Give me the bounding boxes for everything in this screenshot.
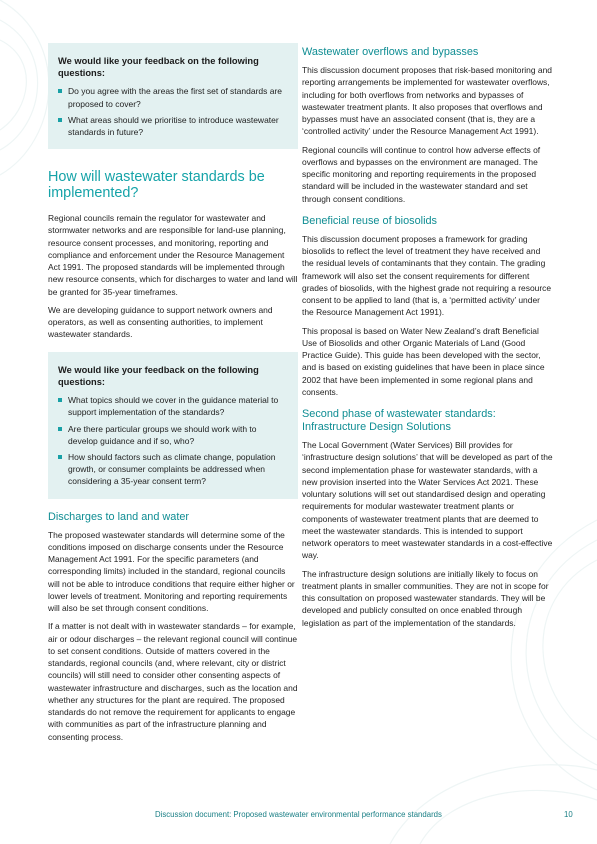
bullet-square-icon xyxy=(58,118,62,122)
paragraph: Regional councils remain the regulator for wastewater and stormwater networks and are responsible for land-use planning, resource consent processes, and monitoring, reporting and compliance and enforcement under the Resource Management Act 1991. The proposed standards will be implemented through new resource consents, which for discharges to water and land will be granted for 35-year timeframes. xyxy=(48,213,298,297)
section-heading-biosolids: Beneficial reuse of biosolids xyxy=(302,214,438,227)
paragraph: We are developing guidance to support network owners and operators, as well as consenting authorities, to implement wastewater standards. xyxy=(48,304,273,340)
feedback-box-title: We would like your feedback on the following questions: xyxy=(58,364,259,387)
section-heading-second-phase: Second phase of wastewater standards: Infrastructure Design Solutions xyxy=(302,408,496,433)
section-heading-implemented: How will wastewater standards be implemented? xyxy=(48,169,265,202)
paragraph: If a matter is not dealt with in wastewater standards – for example, air or odour discharges – the relevant regional council will continue to set consent conditions. Outside of matters covered in the standards, regional councils (and, where relevant, city or district councils) will still need to consider other consenting aspects of wastewater infrastructure and discharges, such as the location and whether any structures for the plant are required. The proposed standards do not remove the requirement for applicants to engage with communities as part of the infrastructure planning and consenting process. xyxy=(48,621,298,742)
page-number: 10 xyxy=(564,810,573,819)
paragraph: This discussion document proposes a framework for grading biosolids to reflect the level of treatment they have received and the residual levels of contaminants that they contain. The grading framework will also set the consent requirements for different grades of biosolids, with the highest grade not requiring a resource consent to be applied to land (that is, a ‘permitted activity’ under the Resource Management Act 1991). xyxy=(302,233,552,318)
section-heading-overflows: Wastewater overflows and bypasses xyxy=(302,46,479,58)
paragraph: This discussion document proposes that risk-based monitoring and reporting arrangements be implemented for wastewater overflows, including for both overflows from networks and bypasses of wastewater treatment plants. It also proposes that overflows and bypasses must have an associated consent (that is, they are a ‘controlled activity’ under the Resource Management Act 1991). xyxy=(302,65,552,137)
paragraph: This proposal is based on Water New Zealand’s draft Beneficial Use of Biosolids and other Organic Materials of Land (Good Practice Guide). This guide has been developed with the sector, and is based on existing guidelines that have been in place since 2002 that have been implemented in some regional plans and consents. xyxy=(302,325,545,397)
feedback-question-list xyxy=(58,85,288,138)
feedback-question: What topics should we cover in the guidance material to support implementation of the standards? xyxy=(58,394,288,418)
section-heading-discharges: Discharges to land and water xyxy=(48,510,190,523)
bullet-square-icon xyxy=(58,455,62,459)
footer-document-title: Discussion document: Proposed wastewater environmental performance standards xyxy=(155,810,442,819)
feedback-question: How should factors such as climate change, population growth, or consumer complaints be addressed when considering a 35-year consent term? xyxy=(58,451,288,488)
feedback-box-title: We would like your feedback on the following questions: xyxy=(58,56,259,79)
feedback-box-2 xyxy=(48,352,298,499)
bullet-square-icon xyxy=(58,398,62,402)
paragraph: The Local Government (Water Services) Bill provides for ‘infrastructure design solutions’ that will be developed as part of the second implementation phase for wastewater standards, with a new provision inserted into the Water Services Act 2021. These voluntary solutions will set out standardised design and operating requirements for modular wastewater treatment plants or components of wastewater treatment plants that are deemed to meet the wastewater standards. This is intended to support network operators to meet wastewater standards in a cost-effective way. xyxy=(302,440,553,561)
feedback-box-1 xyxy=(48,43,298,149)
paragraph: The proposed wastewater standards will determine some of the conditions imposed on discharge consents under the Resource Management Act 1991. For the specific parameters (and corresponding limits) included in the standard, regional councils will not be able to introduce conditions that require either higher or lower levels of treatment. Monitoring and reporting requirements will also be set through consent conditions. xyxy=(48,529,295,614)
left-column xyxy=(48,43,298,749)
feedback-question: Do you agree with the areas the first set of standards are proposed to cover? xyxy=(58,85,288,109)
bullet-square-icon xyxy=(58,427,62,431)
bullet-square-icon xyxy=(58,89,62,93)
paragraph: The infrastructure design solutions are initially likely to focus on treatment plants in smaller communities. They are not in scope for this consultation on proposed wastewater standards. They will be developed and publicly consulted on once enabled through legislation as part of the implementation of the standards. xyxy=(302,568,549,628)
feedback-question: Are there particular groups we should work with to develop guidance and if so, who? xyxy=(58,423,288,447)
paragraph: Regional councils will continue to control how adverse effects of overflows and bypasses on the environment are managed. The specific monitoring and reporting requirements in the proposed standard will be included in the wastewater standard and set through consent conditions. xyxy=(302,144,541,204)
feedback-question-list xyxy=(58,394,288,487)
right-column xyxy=(302,46,554,635)
feedback-question: What areas should we prioritise to introduce wastewater standards in future? xyxy=(58,114,288,138)
